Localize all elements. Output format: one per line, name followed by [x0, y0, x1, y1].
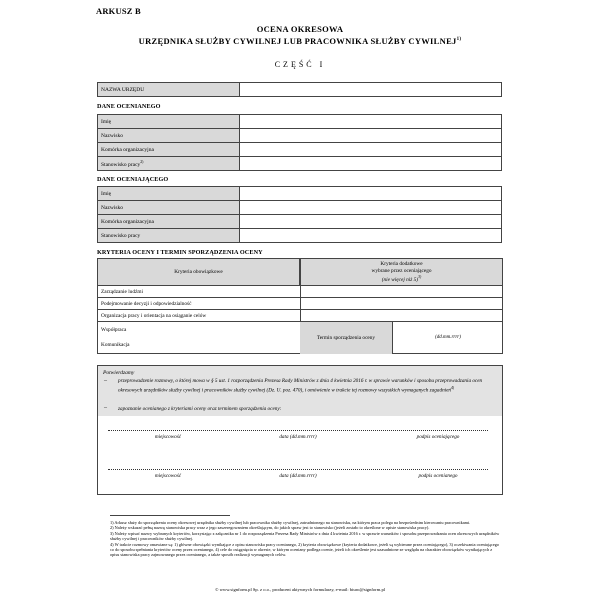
- signature-evaluator-label: podpis oceniającego: [416, 434, 460, 440]
- document-title-line2: URZĘDNIKA SŁUŻBY CYWILNEJ LUB PRACOWNIKA SŁUŻBY CYWILNEJ$^{1)}$: [138, 36, 462, 46]
- evaluated-position-label: Stanowisko pracy$^{2)}$: [98, 157, 240, 171]
- signature-place-label: miejscowość: [154, 473, 182, 479]
- title-footnote-ref: 1): [456, 37, 462, 43]
- evaluated-first-name-field[interactable]: [240, 115, 502, 129]
- mandatory-criterion: Podejmowanie decyzji i odpowiedzialność: [98, 297, 300, 309]
- mandatory-criteria-header: Kryteria obowiązkowe: [98, 259, 300, 285]
- evaluated-unit-field[interactable]: [240, 143, 502, 157]
- signature-line-1[interactable]: [108, 430, 488, 431]
- signature-date-label: data (dd.mm.rrrr): [279, 473, 317, 479]
- signature-place-label: miejscowość: [154, 434, 182, 440]
- footnote: 3) Należy wpisać nazwy wybranych kryteriów, korzystając z załącznika nr 1 do rozporządzenia Prezesa Rady Ministrów z dnia 4 kwietnia 2016 r. w sprawie warunków i sposobu przeprowadzania ocen okresowych urzędników służby cywilnej i pracowników służby cywilnej.: [110, 530, 500, 542]
- deadline-date-field[interactable]: (dd.mm.rrrr): [392, 322, 503, 354]
- evaluated-position-field[interactable]: [240, 157, 502, 171]
- additional-header-line2: wybrane przez oceniającego: [371, 267, 432, 274]
- deadline-label: Termin sporządzenia oceny: [300, 322, 392, 354]
- office-name-field[interactable]: [240, 83, 502, 97]
- evaluator-first-name-label: Imię: [98, 187, 240, 201]
- position-footnote-ref: 2): [140, 159, 144, 164]
- signature-evaluated-label: podpis ocenianego: [418, 473, 458, 479]
- footnote: 1) Arkusz służy do sporządzenia oceny okresowej urzędnika służby cywilnej lub pracownika służby cywilnej, zatrudnionego na stanowisku, na którym praca polega na bezpośrednim kierowaniu pracownikami.: [110, 520, 471, 525]
- evaluator-first-name-field[interactable]: [240, 187, 502, 201]
- footnote: 4) W trakcie rozmowy omawiane są: 1) główne obowiązki wynikające z opisu stanowiska pracy ocenianego, 2) kryteria obowiązkowe (kryteria dodatkowe, jeżeli są wybierane przez oceniającego), 3) oczekiwania oceniającego co do sposobu spełniania kryteriów oceny przez ocenianego, 4) cele do osiągnięcia w okresie, w którym oceniany podlega ocenie, jeżeli ich określenie jest uzasadnione ze względu na charakter obowiązków wynikających z opisu stanowiska pracy zajmowanego przez ocenianego, a także sposób realizacji wymaganych celów.: [110, 541, 500, 558]
- mandatory-criterion: Zarządzanie ludźmi: [98, 285, 300, 297]
- criteria-table: [97, 258, 503, 354]
- footnote-rule: [110, 515, 230, 516]
- mandatory-criterion: Współpraca: [98, 321, 300, 337]
- evaluator-position-label: Stanowisko pracy: [98, 229, 240, 243]
- confirmation-checkbox-2[interactable]: –: [104, 405, 107, 411]
- evaluator-unit-field[interactable]: [240, 215, 502, 229]
- confirmation-item-2: zapoznanie ocenianego z kryteriami oceny oraz terminem sporządzenia oceny:: [118, 406, 282, 412]
- part-heading: CZĘŚĆ I: [274, 60, 326, 69]
- office-table: [97, 82, 502, 97]
- mandatory-criterion: Komunikacja: [101, 342, 130, 348]
- additional-header-line1: Kryteria dodatkowe: [380, 261, 423, 267]
- page-footer: © www.signform.pl Sp. z o.o., producent aktywnych formularzy, e-mail: biuro@signform.pl: [214, 587, 386, 592]
- evaluated-table: [97, 114, 502, 171]
- evaluator-unit-label: Komórka organizacyjna: [98, 215, 240, 229]
- sheet-label: ARKUSZ B: [96, 6, 141, 16]
- evaluator-position-field[interactable]: [240, 229, 502, 243]
- criteria-heading: KRYTERIA OCENY I TERMIN SPORZĄDZENIA OCENY: [97, 249, 263, 256]
- footnotes: [110, 520, 500, 558]
- confirmation-title: Potwierdzamy: [103, 370, 135, 376]
- footnote: 2) Należy wskazać pełną nazwę stanowiska pracy wraz z jego zaszeregowaniem określającym, do jakich spraw jest to stanowisko (jeżeli zostało to określone w opisie stanowiska pracy).: [110, 525, 430, 531]
- evaluated-first-name-label: Imię: [98, 115, 240, 129]
- signature-line-2[interactable]: [108, 469, 488, 470]
- confirmation-box: [97, 365, 503, 495]
- deadline-cell: [300, 321, 502, 354]
- office-label: NAZWA URZĘDU: [98, 83, 240, 97]
- evaluated-last-name-label: Nazwisko: [98, 129, 240, 143]
- evaluated-last-name-field[interactable]: [240, 129, 502, 143]
- evaluator-table: [97, 186, 502, 243]
- signature-date-label: data (dd.mm.rrrr): [279, 434, 317, 440]
- document-title-line1: OCENA OKRESOWA: [256, 24, 344, 34]
- additional-header-line3: (nie więcej niż 5)$^{3)}$: [381, 275, 422, 283]
- evaluator-last-name-label: Nazwisko: [98, 201, 240, 215]
- mandatory-criterion: Organizacja pracy i orientacja na osiąganie celów: [98, 309, 300, 321]
- evaluator-last-name-field[interactable]: [240, 201, 502, 215]
- confirmation-checkbox-1[interactable]: –: [104, 378, 107, 384]
- evaluated-unit-label: Komórka organizacyjna: [98, 143, 240, 157]
- evaluator-heading: DANE OCENIAJĄCEGO: [97, 176, 169, 183]
- confirmation-item-1: przeprowadzenie rozmowy, o której mowa w § 5 ust. 1 rozporządzenia Prezesa Rady Ministrów z dnia 4 kwietnia 2016 r. w sprawie warunków i sposobu przeprowadzania ocen okresowych urzędników służby cywilnej i pracowników służby cywilnej (Dz. U. poz. 470), i omówienie w trakcie tej rozmowy wszystkich wymaganych zagadnień$^{4)}$: [118, 378, 483, 394]
- additional-criteria-header: [301, 259, 502, 285]
- evaluated-heading: DANE OCENIANEGO: [97, 103, 161, 110]
